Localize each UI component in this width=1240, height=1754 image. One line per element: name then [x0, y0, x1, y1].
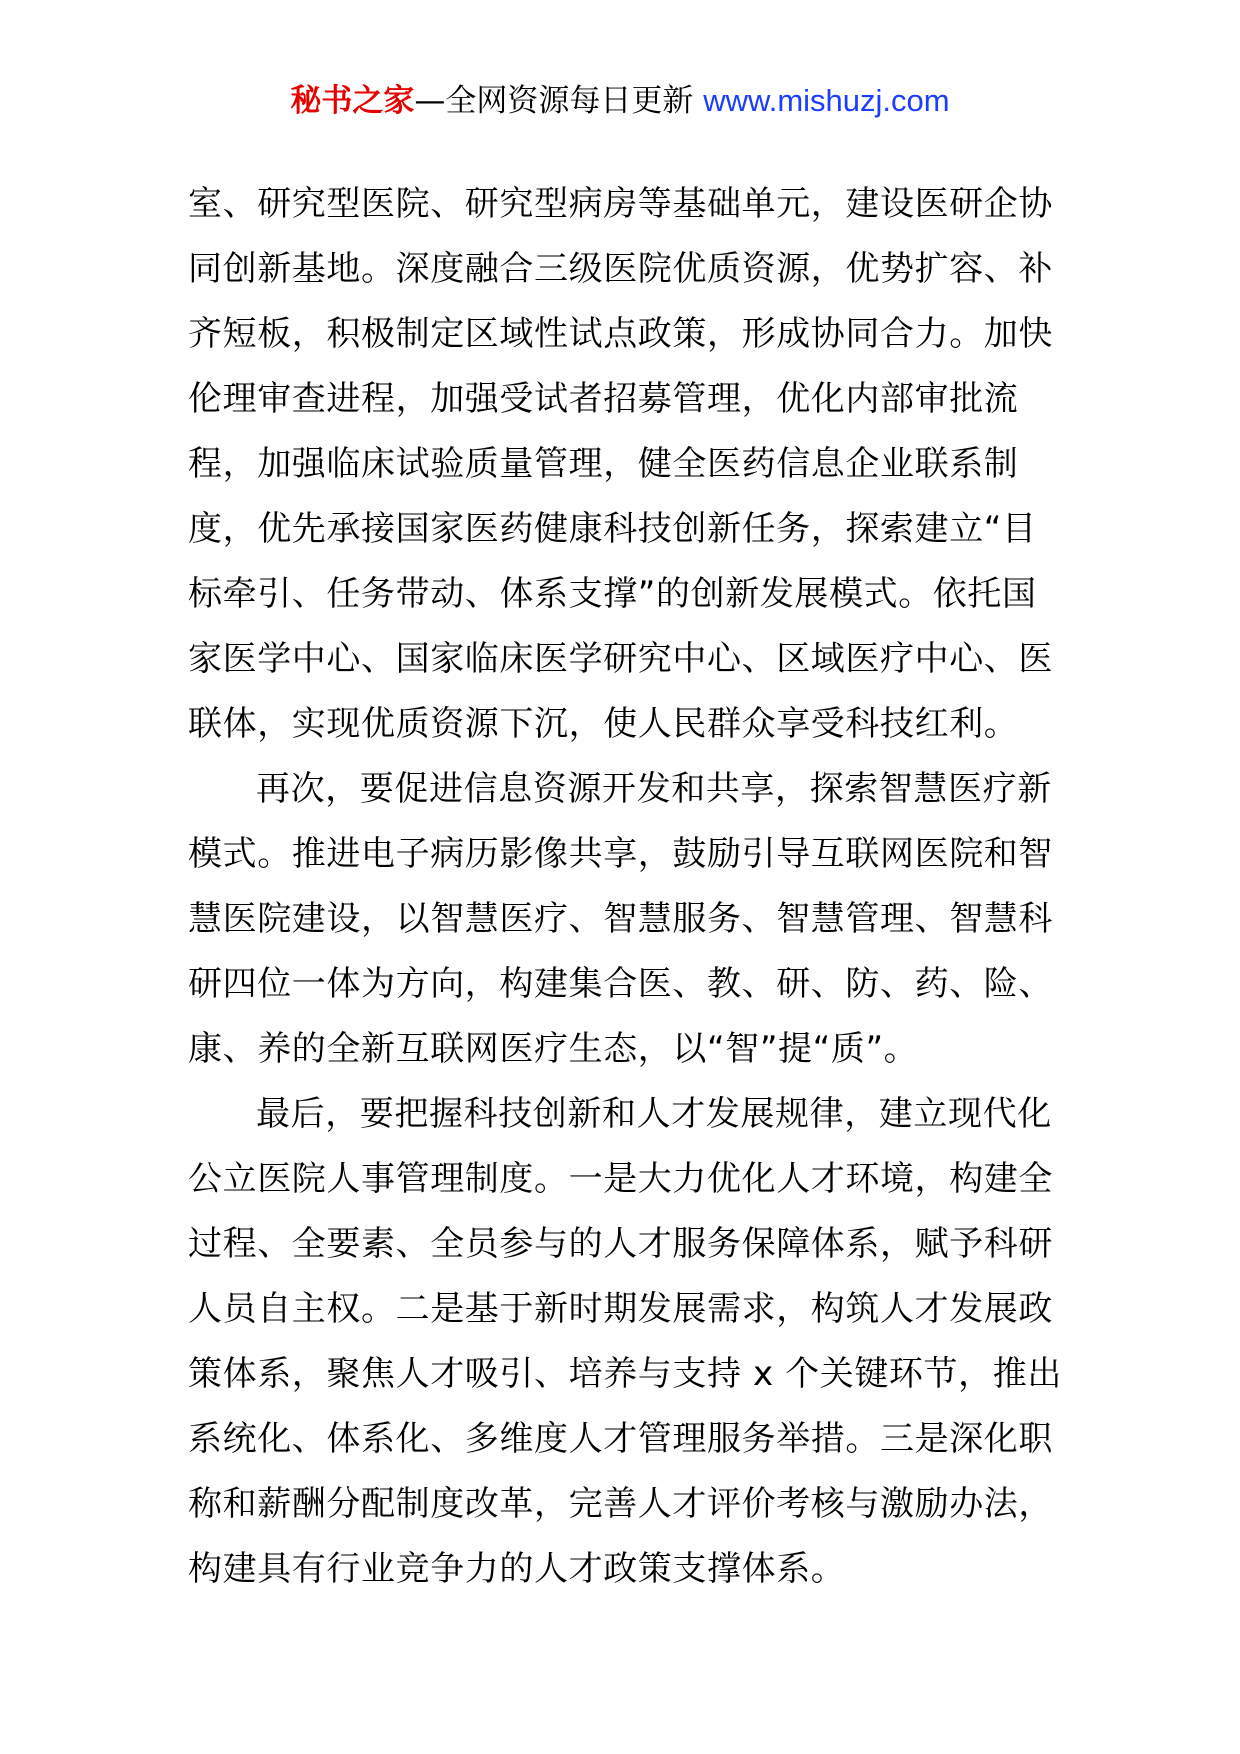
- text-line: 室、研究型医院、研究型病房等基础单元，建设医研企协: [188, 184, 1053, 224]
- text-line: 齐短板，积极制定区域性试点政策，形成协同合力。加快: [188, 314, 1053, 354]
- document-body: [188, 172, 1062, 1602]
- text-line: 策体系，聚焦人才吸引、培养与支持 x 个关键环节，推出: [188, 1354, 1062, 1394]
- text-line: 标牵引、任务带动、体系支撑”的创新发展模式。依托国: [188, 574, 1037, 614]
- text-line: 人员自主权。二是基于新时期发展需求，构筑人才发展政: [188, 1289, 1053, 1329]
- text-line: 称和薪酬分配制度改革，完善人才评价考核与激励办法，: [188, 1484, 1053, 1524]
- text-line: 伦理审查进程，加强受试者招募管理，优化内部审批流: [188, 379, 1019, 419]
- text-line: 家医学中心、国家临床医学研究中心、区域医疗中心、医: [188, 639, 1053, 679]
- header-url-link[interactable]: www.mishuzj.com: [703, 83, 950, 118]
- text-line: 研四位一体为方向，构建集合医、教、研、防、药、险、: [188, 964, 1053, 1004]
- text-line: 同创新基地。深度融合三级医院优质资源，优势扩容、补: [188, 249, 1053, 289]
- header-tagline: —全网资源每日更新: [414, 83, 694, 119]
- text-line: 度，优先承接国家医药健康科技创新任务，探索建立“目: [188, 509, 1037, 549]
- text-line: 系统化、体系化、多维度人才管理服务举措。三是深化职: [188, 1419, 1053, 1459]
- paragraph-first-line: 再次，要促进信息资源开发和共享，探索智慧医疗新: [256, 769, 1052, 809]
- header-brand: 秘书之家: [290, 83, 415, 119]
- text-line: 联体，实现优质资源下沉，使人民群众享受科技红利。: [188, 704, 1019, 744]
- text-line: 过程、全要素、全员参与的人才服务保障体系，赋予科研: [188, 1224, 1053, 1264]
- text-line: 慧医院建设，以智慧医疗、智慧服务、智慧管理、智慧科: [188, 899, 1053, 939]
- page-header: [0, 78, 1240, 124]
- paragraph-first-line: 最后，要把握科技创新和人才发展规律，建立现代化: [256, 1094, 1052, 1134]
- text-line: 模式。推进电子病历影像共享，鼓励引导互联网医院和智: [188, 834, 1053, 874]
- text-line: 公立医院人事管理制度。一是大力优化人才环境，构建全: [188, 1159, 1053, 1199]
- text-line: 构建具有行业竞争力的人才政策支撑体系。: [188, 1549, 846, 1589]
- text-line: 程，加强临床试验质量管理，健全医药信息企业联系制: [188, 444, 1019, 484]
- text-line: 康、养的全新互联网医疗生态，以“智”提“质”。: [188, 1029, 919, 1069]
